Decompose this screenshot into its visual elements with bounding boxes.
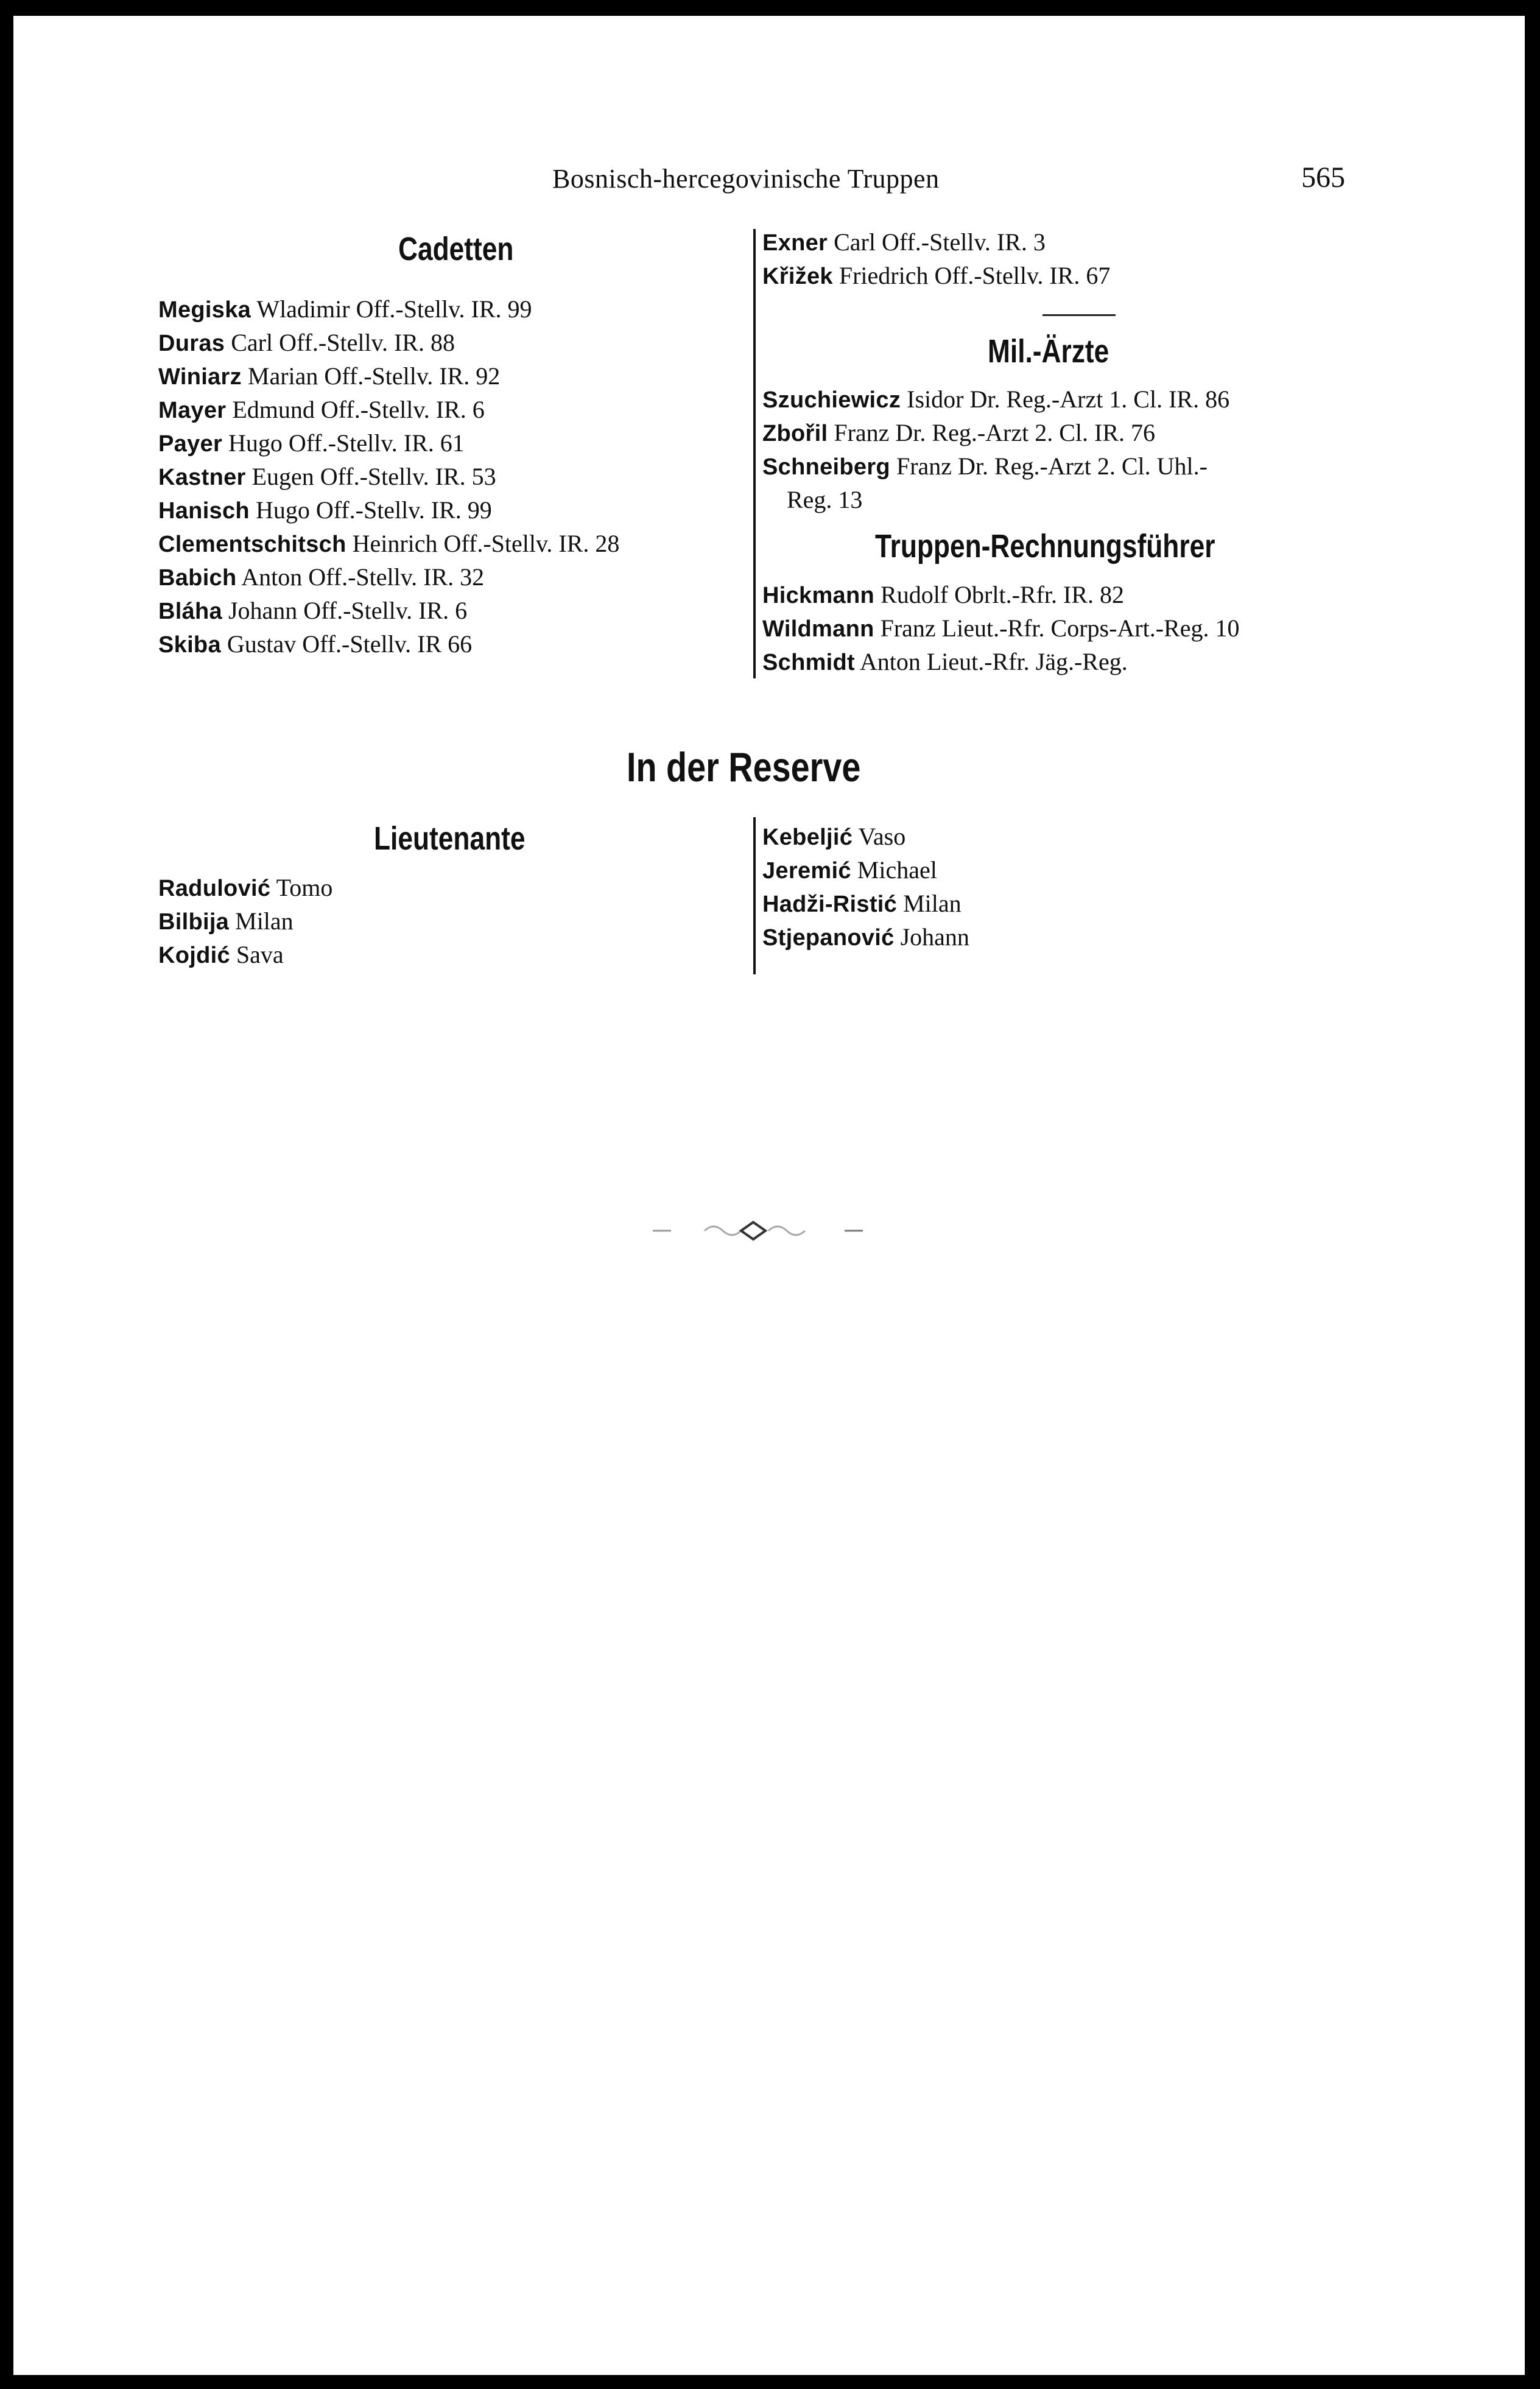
entry-name: Duras <box>158 331 225 356</box>
entry-details: Heinrich Off.-Stellv. IR. 28 <box>352 530 620 557</box>
entry-details: Wladimir Off.-Stellv. IR. 99 <box>256 295 532 323</box>
list-item <box>762 382 1229 417</box>
subsection-title-lieutenante: Lieutenante <box>374 820 526 857</box>
list-item <box>158 871 332 906</box>
list-item <box>158 359 500 394</box>
entry-name: Kastner <box>158 465 246 490</box>
section-title-reserve: In der Reserve <box>627 744 861 790</box>
entry-details: Franz Dr. Reg.-Arzt 2. Cl. Uhl.- <box>896 452 1208 480</box>
entry-details: Johann Off.-Stellv. IR. 6 <box>228 597 468 624</box>
list-item <box>158 594 467 628</box>
entry-name: Szuchiewicz <box>762 387 901 413</box>
page <box>13 16 1525 2375</box>
entry-name: Hanisch <box>158 498 250 524</box>
entry-name: Radulović <box>158 876 271 901</box>
section-title-rechnungsfuehrer: Truppen-Rechnungsführer <box>875 528 1215 565</box>
entry-details: Edmund Off.-Stellv. IR. 6 <box>232 396 485 423</box>
entry-details: Carl Off.-Stellv. IR. 88 <box>231 329 455 356</box>
entry-details: Hugo Off.-Stellv. IR. 99 <box>255 496 492 524</box>
entry-name: Schneiberg <box>762 454 890 480</box>
list-item <box>762 578 1124 613</box>
entry-details: Franz Lieut.-Rfr. Corps-Art.-Reg. 10 <box>880 614 1240 642</box>
entry-name: Babich <box>158 565 237 591</box>
list-item <box>762 920 969 955</box>
entry-details: Friedrich Off.-Stellv. IR. 67 <box>839 262 1111 289</box>
entry-name: Bilbija <box>158 909 230 935</box>
column-divider <box>753 817 756 974</box>
decorative-end-ornament-icon <box>647 1219 872 1246</box>
entry-name: Bláha <box>158 599 222 624</box>
entry-details: Michael <box>857 856 937 884</box>
entry-details: Milan <box>235 907 294 935</box>
list-item <box>158 627 472 662</box>
list-item <box>762 259 1110 294</box>
entry-details: Sava <box>236 941 284 968</box>
entry-name: Payer <box>158 431 223 457</box>
list-item <box>158 460 496 494</box>
entry-name: Stjepanović <box>762 925 895 951</box>
list-item <box>762 820 905 854</box>
list-item <box>158 904 294 939</box>
entry-name: Winiarz <box>158 364 242 390</box>
entry-details: Johann <box>900 923 969 951</box>
list-item-continuation: Reg. 13 <box>787 486 863 513</box>
entry-name: Jeremić <box>762 858 851 884</box>
list-item <box>158 560 484 595</box>
entry-name: Skiba <box>158 632 221 658</box>
section-title-mil-aerzte: Mil.-Ärzte <box>988 333 1109 370</box>
list-item <box>158 938 284 973</box>
entry-details: Isidor Dr. Reg.-Arzt 1. Cl. IR. 86 <box>907 385 1230 413</box>
entry-details: Gustav Off.-Stellv. IR 66 <box>227 630 473 658</box>
entry-name: Křižek <box>762 264 833 289</box>
list-item <box>762 853 937 888</box>
list-item <box>762 416 1155 451</box>
entry-name: Hickmann <box>762 583 875 608</box>
list-item <box>762 225 1046 260</box>
entry-details: Rudolf Obrlt.-Rfr. IR. 82 <box>881 581 1124 608</box>
list-item <box>762 645 1128 680</box>
entry-name: Wildmann <box>762 616 874 642</box>
list-item <box>762 611 1240 646</box>
page-number: 565 <box>1301 161 1345 194</box>
entry-details: Carl Off.-Stellv. IR. 3 <box>834 228 1046 256</box>
entry-details: Milan <box>903 890 962 917</box>
entry-name: Zbořil <box>762 421 828 446</box>
list-item <box>158 527 619 561</box>
entry-details: Marian Off.-Stellv. IR. 92 <box>247 362 501 390</box>
list-item <box>158 426 465 461</box>
running-title: Bosnisch-hercegovinische Truppen <box>552 164 940 194</box>
entry-name: Megiska <box>158 297 251 323</box>
entry-name: Kojdić <box>158 943 230 968</box>
entry-name: Schmidt <box>762 650 856 675</box>
list-item <box>158 292 532 327</box>
column-divider <box>753 229 756 678</box>
section-divider <box>1042 314 1116 316</box>
list-item <box>762 449 1208 484</box>
entry-name: Exner <box>762 230 828 256</box>
entry-name: Kebeljić <box>762 825 853 850</box>
entry-details: Eugen Off.-Stellv. IR. 53 <box>251 463 496 490</box>
entry-name: Mayer <box>158 398 227 423</box>
entry-details: Tomo <box>276 874 333 901</box>
entry-details: Hugo Off.-Stellv. IR. 61 <box>228 429 465 457</box>
list-item <box>158 493 492 528</box>
entry-details: Franz Dr. Reg.-Arzt 2. Cl. IR. 76 <box>834 419 1156 446</box>
list-item <box>158 326 455 361</box>
entry-name: Clementschitsch <box>158 532 346 557</box>
entry-name: Hadži-Ristić <box>762 892 898 917</box>
entry-details: Vaso <box>858 823 906 850</box>
entry-details: Anton Off.-Stellv. IR. 32 <box>241 563 485 591</box>
list-item <box>158 393 485 427</box>
entry-details: Anton Lieut.-Rfr. Jäg.-Reg. <box>859 648 1128 675</box>
list-item <box>762 887 962 921</box>
section-title-cadetten: Cadetten <box>398 231 514 267</box>
